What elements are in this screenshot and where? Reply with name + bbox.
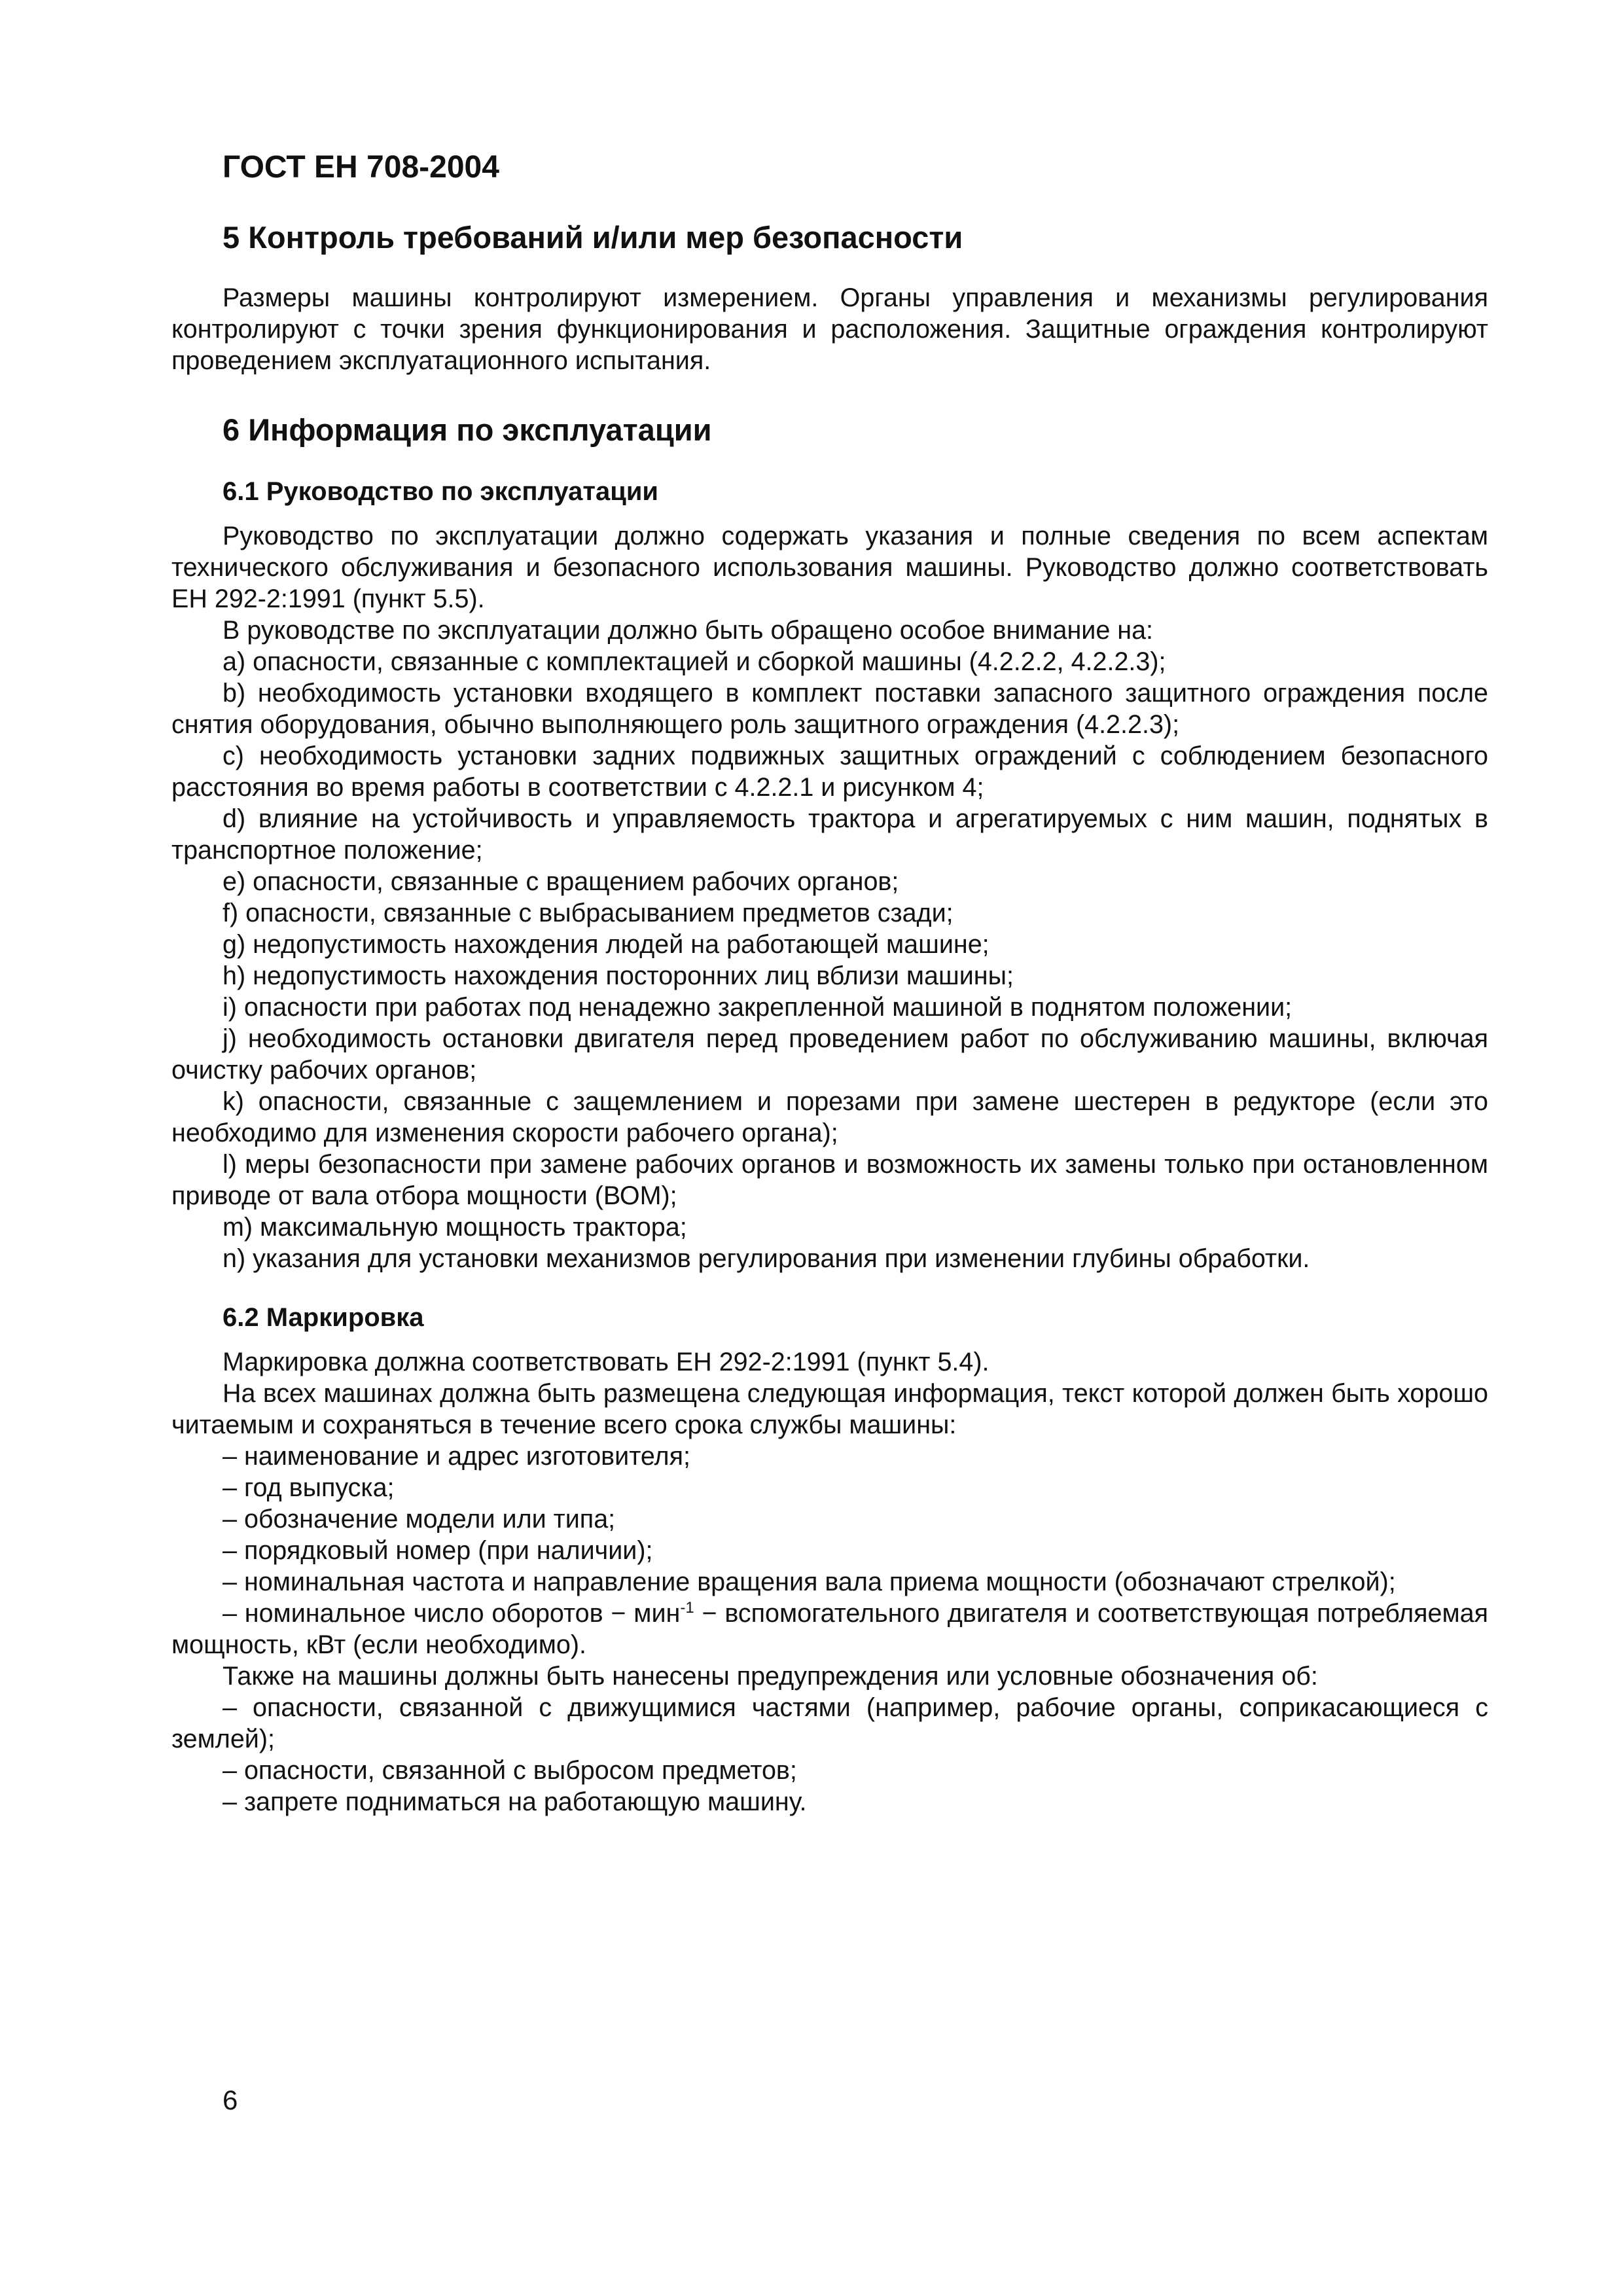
list-item: k) опасности, связанные с защемлением и порезами при замене шестерен в редукторе (если это необходимо для изменения скорости рабочего органа); — [171, 1087, 1488, 1147]
list-item — [171, 1598, 1488, 1660]
section-6-title: 6 Информация по эксплуатации — [223, 412, 712, 447]
document-code: ГОСТ ЕН 708-2004 — [223, 150, 499, 185]
list-item: l) меры безопасности при замене рабочих органов и возможность их замены только при остановленном приводе от вала отбора мощности (ВОМ); — [171, 1150, 1488, 1210]
exponent: -1 — [680, 1598, 694, 1617]
list-item: – наименование и адрес изготовителя; — [223, 1442, 690, 1471]
list-item: e) опасности, связанные с вращением рабочих органов; — [223, 867, 899, 896]
paragraph: В руководстве по эксплуатации должно быть обращено особое внимание на: — [223, 616, 1154, 645]
list-item: – год выпуска; — [223, 1473, 395, 1502]
paragraph: Также на машины должны быть нанесены предупреждения или условные обозначения об: — [223, 1662, 1318, 1691]
paragraph: Маркировка должна соответствовать ЕН 292-2:1991 (пункт 5.4). — [223, 1348, 990, 1376]
list-item: g) недопустимость нахождения людей на работающей машине; — [223, 930, 990, 959]
list-item: – опасности, связанной с движущимися частями (например, рабочие органы, соприкасающиеся с землей); — [171, 1693, 1488, 1753]
list-item: i) опасности при работах под ненадежно закрепленной машиной в поднятом положении; — [223, 993, 1293, 1022]
item-text: – номинальное число оборотов − мин — [223, 1599, 681, 1628]
section-5-title: 5 Контроль требований и/или мер безопасности — [223, 220, 963, 255]
paragraph: Руководство по эксплуатации должно содержать указания и полные сведения по всем аспектам технического обслуживания и безопасного использования машины. Руководство должно соответствовать ЕН 292-2:1991 (пункт 5.5). — [171, 522, 1488, 613]
paragraph: На всех машинах должна быть размещена следующая информация, текст которой должен быть хорошо читаемым и сохраняться в течение всего срока службы машины: — [171, 1379, 1488, 1439]
list-item: – опасности, связанной с выбросом предметов; — [223, 1756, 797, 1785]
list-item: d) влияние на устойчивость и управляемость трактора и агрегатируемых с ним машин, поднятых в транспортное положение; — [171, 804, 1488, 865]
list-item: – номинальная частота и направление вращения вала приема мощности (обозначают стрелкой); — [223, 1568, 1396, 1596]
list-item: c) необходимость установки задних подвижных защитных ограждений с соблюдением безопасного расстояния во время работы в соответствии с 4.2.2.1 и рисунком 4; — [171, 742, 1488, 802]
list-item: n) указания для установки механизмов регулирования при изменении глубины обработки. — [223, 1244, 1310, 1273]
page-content — [171, 219, 1488, 1818]
item-text: − вспомогательного двигателя и соответствующая потребляемая мощность, кВт (если необходимо). — [171, 1599, 1488, 1659]
list-item: b) необходимость установки входящего в комплект поставки запасного защитного ограждения после снятия оборудования, обычно выполняющего роль защитного ограждения (4.2.2.3); — [171, 679, 1488, 739]
list-item: – обозначение модели или типа; — [223, 1505, 616, 1534]
section-5-paragraph: Размеры машины контролируют измерением. Органы управления и механизмы регулирования контролируют с точки зрения функционирования и расположения. Защитные ограждения контролируют проведением эксплуатационного испытания. — [171, 283, 1488, 375]
list-item: – порядковый номер (при наличии); — [223, 1536, 653, 1565]
list-item: – запрете подниматься на работающую машину. — [223, 1787, 807, 1816]
list-item: j) необходимость остановки двигателя перед проведением работ по обслуживанию машины, включая очистку рабочих органов; — [171, 1024, 1488, 1085]
list-item: f) опасности, связанные с выбрасыванием предметов сзади; — [223, 899, 954, 927]
list-item: m) максимальную мощность трактора; — [223, 1213, 687, 1242]
list-item: a) опасности, связанные с комплектацией и сборкой машины (4.2.2.2, 4.2.2.3); — [223, 647, 1166, 676]
section-6-2-title: 6.2 Маркировка — [223, 1303, 424, 1332]
section-6-1-title: 6.1 Руководство по эксплуатации — [223, 477, 658, 506]
page-number: 6 — [223, 2085, 238, 2115]
list-item: h) недопустимость нахождения посторонних лиц вблизи машины; — [223, 961, 1014, 990]
